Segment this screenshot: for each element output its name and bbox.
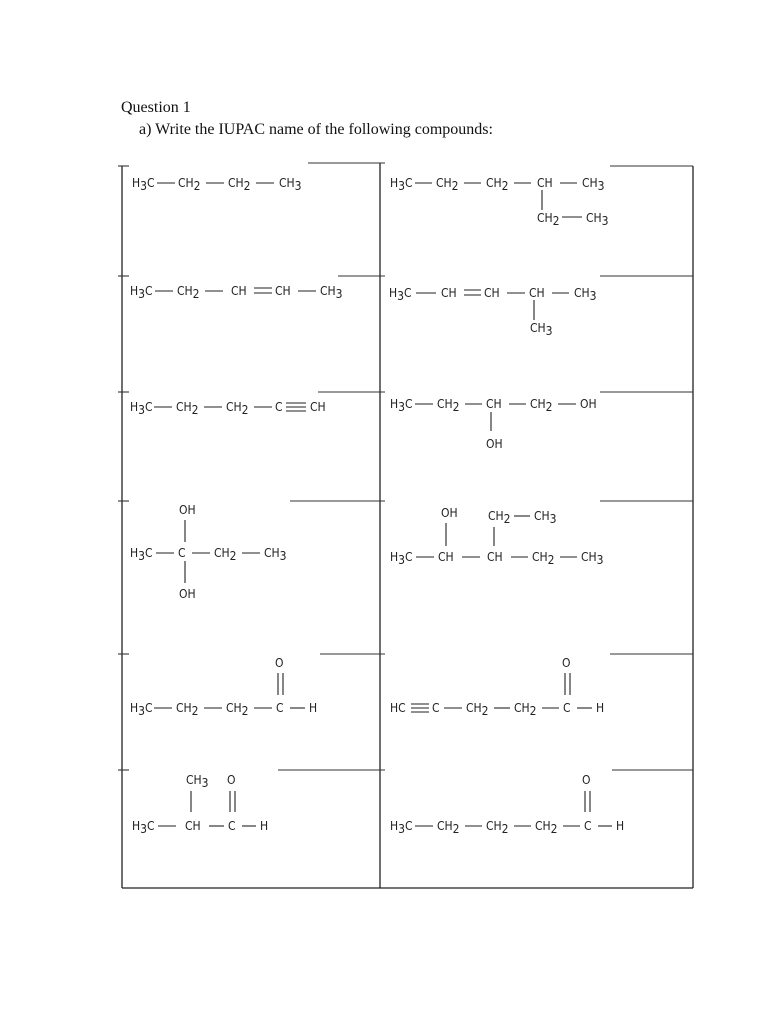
svg-text:CH2: CH2 (436, 176, 459, 193)
svg-text:CH: CH (529, 286, 545, 300)
svg-text:O: O (582, 773, 591, 787)
svg-text:H: H (596, 701, 605, 715)
svg-text:CH: CH (484, 286, 500, 300)
svg-text:H3C: H3C (390, 819, 413, 836)
svg-text:CH2: CH2 (437, 397, 460, 414)
svg-text:CH: CH (185, 819, 201, 833)
svg-text:CH3: CH3 (264, 546, 287, 563)
question-title: Question 1 (121, 99, 191, 116)
svg-text:CH: CH (487, 550, 503, 564)
svg-text:OH: OH (580, 397, 597, 411)
svg-text:CH2: CH2 (532, 550, 555, 567)
svg-text:CH2: CH2 (486, 819, 509, 836)
svg-text:CH: CH (537, 176, 553, 190)
compound-4 (389, 286, 597, 338)
compound-6 (390, 397, 597, 451)
compound-1 (132, 176, 302, 193)
svg-text:O: O (562, 656, 571, 670)
svg-text:CH3: CH3 (279, 176, 302, 193)
svg-text:CH2: CH2 (514, 701, 537, 718)
svg-text:H3C: H3C (130, 400, 153, 417)
svg-text:OH: OH (179, 503, 196, 517)
svg-text:CH2: CH2 (228, 176, 251, 193)
question-instruction: a) Write the IUPAC name of the following compounds: (139, 121, 493, 138)
compound-5 (130, 400, 326, 417)
svg-text:CH3: CH3 (320, 284, 343, 301)
svg-text:OH: OH (441, 506, 458, 520)
svg-text:H: H (260, 819, 269, 833)
svg-text:C: C (563, 701, 571, 715)
svg-text:CH2: CH2 (176, 400, 199, 417)
svg-text:H3C: H3C (130, 701, 153, 718)
svg-text:H3C: H3C (132, 176, 155, 193)
svg-text:CH: CH (441, 286, 457, 300)
svg-text:C: C (178, 546, 186, 560)
svg-text:OH: OH (179, 587, 196, 601)
svg-text:CH3: CH3 (574, 286, 597, 303)
svg-text:C: C (275, 400, 283, 414)
compound-11 (132, 773, 268, 836)
svg-text:H3C: H3C (130, 284, 153, 301)
svg-text:CH2: CH2 (488, 509, 511, 526)
svg-text:CH2: CH2 (530, 397, 553, 414)
svg-text:CH3: CH3 (186, 773, 209, 790)
compound-9 (130, 656, 317, 718)
svg-text:CH: CH (275, 284, 291, 298)
svg-text:H3C: H3C (389, 286, 412, 303)
svg-text:H3C: H3C (130, 546, 153, 563)
svg-text:CH2: CH2 (214, 546, 237, 563)
compound-12 (390, 773, 624, 836)
svg-text:CH2: CH2 (437, 819, 460, 836)
svg-text:H: H (616, 819, 625, 833)
svg-text:HC: HC (390, 701, 406, 715)
svg-text:H3C: H3C (132, 819, 155, 836)
svg-text:H3C: H3C (390, 550, 413, 567)
svg-text:H3C: H3C (390, 397, 413, 414)
svg-text:CH: CH (310, 400, 326, 414)
svg-text:C: C (228, 819, 236, 833)
compound-10 (390, 656, 604, 718)
svg-text:CH3: CH3 (586, 211, 609, 228)
svg-text:CH3: CH3 (530, 321, 553, 338)
compound-3 (130, 284, 343, 301)
svg-text:CH2: CH2 (226, 400, 249, 417)
svg-text:CH2: CH2 (535, 819, 558, 836)
svg-text:CH: CH (486, 397, 502, 411)
compound-2 (390, 176, 609, 228)
compound-7 (130, 503, 287, 601)
svg-text:CH: CH (231, 284, 247, 298)
svg-text:C: C (432, 701, 440, 715)
svg-text:CH2: CH2 (176, 701, 199, 718)
svg-text:CH2: CH2 (486, 176, 509, 193)
svg-text:CH2: CH2 (177, 284, 200, 301)
svg-text:OH: OH (486, 437, 503, 451)
compound-8 (390, 506, 604, 567)
svg-text:CH2: CH2 (537, 211, 560, 228)
svg-text:CH2: CH2 (466, 701, 489, 718)
svg-text:H3C: H3C (390, 176, 413, 193)
svg-text:C: C (276, 701, 284, 715)
svg-text:CH: CH (438, 550, 454, 564)
svg-text:O: O (227, 773, 236, 787)
svg-text:CH3: CH3 (581, 550, 604, 567)
svg-text:C: C (584, 819, 592, 833)
svg-text:CH2: CH2 (178, 176, 201, 193)
svg-text:H: H (309, 701, 318, 715)
svg-text:O: O (275, 656, 284, 670)
svg-text:CH2: CH2 (226, 701, 249, 718)
svg-text:CH3: CH3 (534, 509, 557, 526)
svg-text:CH3: CH3 (582, 176, 605, 193)
